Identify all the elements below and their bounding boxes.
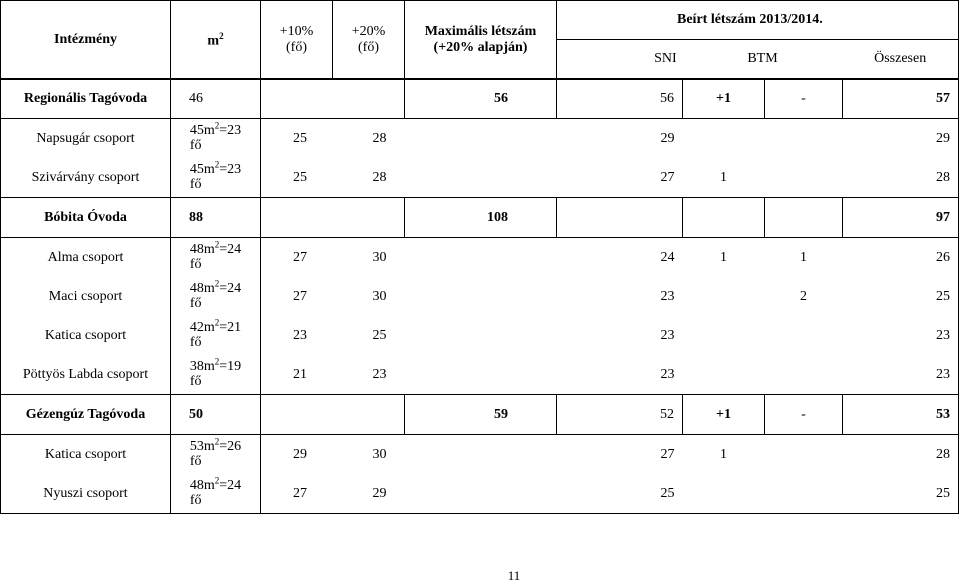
group-name: Katica csoport bbox=[1, 435, 171, 475]
sni-cell: 1 bbox=[683, 158, 765, 198]
header-beirt: Beírt létszám 2013/2014. bbox=[557, 1, 958, 40]
group-row bbox=[1, 119, 959, 159]
sni-cell: 1 bbox=[720, 249, 727, 265]
p20-cell: 23 bbox=[333, 355, 405, 395]
beirt-cell: 23 bbox=[660, 288, 675, 304]
sni-cell: 1 bbox=[720, 446, 727, 462]
sni-cell bbox=[683, 355, 765, 395]
header-plus20: +20% (fő) bbox=[333, 1, 405, 80]
empty-cell bbox=[261, 395, 405, 435]
btm-cell: - bbox=[765, 79, 843, 119]
sni-cell bbox=[683, 316, 765, 355]
btm-cell bbox=[765, 316, 843, 355]
max-cell bbox=[405, 277, 557, 316]
ossz-cell: 26 bbox=[843, 238, 959, 278]
group-name: Nyuszi csoport bbox=[1, 474, 171, 514]
header-osszesen: Összesen bbox=[874, 51, 927, 66]
area-cell: 46 bbox=[171, 79, 261, 119]
sni-cell bbox=[683, 119, 765, 159]
btm-cell bbox=[765, 435, 843, 475]
max-cell bbox=[405, 158, 557, 198]
beirt-cell: 25 bbox=[557, 474, 683, 514]
p10-cell: 23 bbox=[293, 327, 307, 343]
beirt-cell bbox=[557, 198, 683, 238]
p20-cell: 30 bbox=[372, 288, 387, 304]
data-rows bbox=[0, 78, 959, 514]
header-intezmeny: Intézmény bbox=[1, 1, 171, 80]
ossz-cell: 28 bbox=[843, 435, 959, 475]
ossz-cell: 23 bbox=[843, 355, 959, 395]
btm-cell: - bbox=[765, 395, 843, 435]
btm-cell bbox=[765, 355, 843, 395]
max-cell bbox=[405, 474, 557, 514]
group-name: Maci csoport bbox=[1, 277, 171, 316]
btm-cell bbox=[765, 158, 843, 198]
area-cell: $38m^2=19$ fő bbox=[171, 355, 261, 395]
p20-cell: 30 bbox=[372, 446, 387, 462]
ossz-cell: 25 bbox=[843, 474, 959, 514]
ossz-cell: 28 bbox=[843, 158, 959, 198]
institution-row bbox=[1, 198, 959, 238]
max-cell: 108 bbox=[405, 198, 557, 238]
beirt-cell: 27 bbox=[660, 446, 675, 462]
ossz-cell: 23 bbox=[843, 316, 959, 355]
group-row bbox=[1, 158, 959, 198]
group-name: Napsugár csoport bbox=[1, 119, 171, 159]
institution-row bbox=[1, 79, 959, 119]
institution-name: Regionális Tagóvoda bbox=[1, 79, 171, 119]
p20-cell: 29 bbox=[333, 474, 405, 514]
max-cell bbox=[405, 316, 557, 355]
btm-cell: 2 bbox=[800, 288, 807, 304]
header-subcols bbox=[557, 40, 958, 78]
area-cell: $45m^2=23$ fő bbox=[171, 158, 261, 198]
max-cell bbox=[405, 355, 557, 395]
ossz-cell: 57 bbox=[843, 79, 959, 119]
p20-cell: 25 bbox=[372, 327, 387, 343]
btm-cell: 1 bbox=[800, 249, 807, 265]
max-cell bbox=[405, 435, 557, 475]
area-cell: 50 bbox=[171, 395, 261, 435]
p10-cell: 25 bbox=[261, 158, 333, 198]
institution-row bbox=[1, 395, 959, 435]
header-m2: $m^2$ bbox=[171, 1, 261, 80]
beirt-cell: 23 bbox=[557, 355, 683, 395]
area-cell: $53m^2=26$ fő bbox=[171, 435, 261, 475]
page-number: 11 bbox=[507, 568, 521, 583]
ossz-cell: 25 bbox=[843, 277, 959, 316]
sni-cell: +1 bbox=[683, 79, 765, 119]
ossz-cell: 29 bbox=[843, 119, 959, 159]
beirt-cell: 27 bbox=[557, 158, 683, 198]
sni-cell bbox=[683, 474, 765, 514]
group-row bbox=[1, 474, 959, 514]
max-cell: 59 bbox=[405, 395, 557, 435]
p10-cell: 27 bbox=[293, 288, 307, 304]
ossz-cell: 53 bbox=[843, 395, 959, 435]
area-cell: $42m^2=21$ fő bbox=[171, 316, 261, 355]
beirt-cell: 24 bbox=[660, 249, 675, 265]
ossz-cell: 97 bbox=[843, 198, 959, 238]
beirt-cell: 29 bbox=[660, 130, 675, 146]
area-cell: $48m^2=24$ fő bbox=[171, 238, 261, 278]
p10-cell: 25 bbox=[293, 130, 307, 146]
p20-cell: 30 bbox=[372, 249, 387, 265]
p20-cell: 28 bbox=[372, 130, 387, 146]
header-max: Maximális létszám (+20% alapján) bbox=[405, 1, 557, 80]
group-row bbox=[1, 316, 959, 355]
area-cell: 88 bbox=[171, 198, 261, 238]
group-name: Szivárvány csoport bbox=[1, 158, 171, 198]
sni-cell bbox=[683, 277, 765, 316]
area-cell: $48m^2=24$ fő bbox=[171, 474, 261, 514]
p10-cell: 21 bbox=[261, 355, 333, 395]
beirt-cell: 23 bbox=[660, 327, 675, 343]
header-btm: BTM bbox=[747, 51, 778, 66]
max-cell: 56 bbox=[405, 79, 557, 119]
beirt-cell: 52 bbox=[557, 395, 683, 435]
p10-cell: 27 bbox=[261, 474, 333, 514]
group-row bbox=[1, 435, 959, 475]
group-name: Katica csoport bbox=[1, 316, 171, 355]
group-row bbox=[1, 355, 959, 395]
btm-cell bbox=[765, 119, 843, 159]
kindergarten-table bbox=[0, 0, 959, 80]
header-plus10: +10% (fő) bbox=[261, 1, 333, 80]
btm-cell bbox=[765, 474, 843, 514]
max-cell bbox=[405, 238, 557, 278]
area-cell: $45m^2=23$ fő bbox=[171, 119, 261, 159]
institution-name: Bóbita Óvoda bbox=[1, 198, 171, 238]
sni-cell: +1 bbox=[683, 395, 765, 435]
group-name: Alma csoport bbox=[1, 238, 171, 278]
beirt-cell: 56 bbox=[557, 79, 683, 119]
header-beirt-group bbox=[557, 1, 959, 80]
empty-cell bbox=[261, 79, 405, 119]
header-sni: SNI bbox=[654, 51, 677, 66]
p10-cell: 29 bbox=[293, 446, 307, 462]
institution-name: Gézengúz Tagóvoda bbox=[1, 395, 171, 435]
p10-cell: 27 bbox=[293, 249, 307, 265]
sni-cell bbox=[683, 198, 765, 238]
btm-cell bbox=[765, 198, 843, 238]
area-cell: $48m^2=24$ fő bbox=[171, 277, 261, 316]
group-row bbox=[1, 238, 959, 278]
group-row bbox=[1, 277, 959, 316]
p20-cell: 28 bbox=[333, 158, 405, 198]
max-cell bbox=[405, 119, 557, 159]
empty-cell bbox=[261, 198, 405, 238]
group-name: Pöttyös Labda csoport bbox=[1, 355, 171, 395]
